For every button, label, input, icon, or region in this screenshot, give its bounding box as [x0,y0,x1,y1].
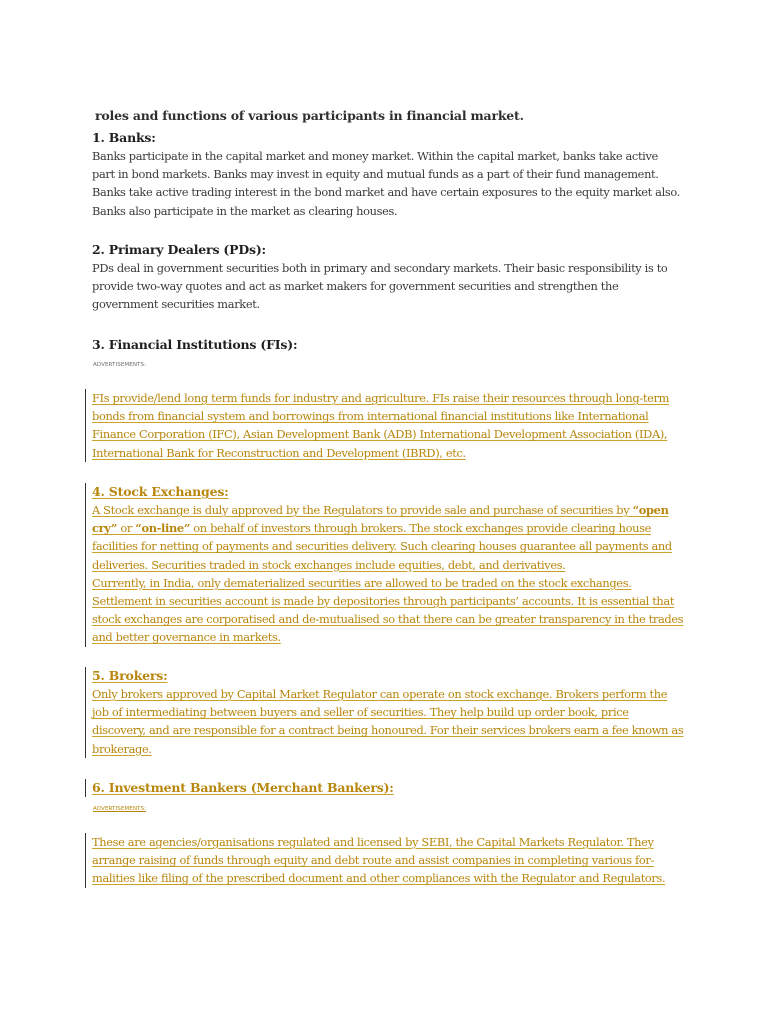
section-financial-institutions-heading [92,336,692,354]
link-line[interactable]: facilities for netting of payments and securities delivery. Such clearing houses guarantee all payments and [92,539,672,554]
paragraph-line: part in bond markets. Banks may invest in equity and mutual funds as a part of their fund management. [92,167,659,182]
link-line[interactable]: Finance Corporation (IFC), Asian Development Bank (ADB) International Development Association (IDA), [92,427,668,442]
link-line[interactable]: arrange raising of funds through equity and debt route and assist companies in completing various for- [92,853,654,868]
section-heading: 1. Banks: [92,130,156,145]
link-line[interactable]: These are agencies/organisations regulated and licensed by SEBI, the Capital Markets Regulator. They [92,835,654,849]
link-line[interactable]: International Bank for Reconstruction and Development (IBRD), etc. [92,445,466,460]
section-financial-institutions-body[interactable] [85,389,692,462]
text-run: or [117,521,136,536]
section-investment-bankers-heading[interactable] [85,779,692,797]
advertisement-label: ADVERTISEMENTS: [93,362,147,368]
paragraph-line: Banks also participate in the market as clearing houses. [92,203,398,218]
paragraph-line: provide two-way quotes and act as market makers for government securities and strengthen the [92,279,619,294]
link-line[interactable]: malities like filing of the prescribed document and other compliances with the Regulator and Regulators. [92,871,666,886]
section-heading: 2. Primary Dealers (PDs): [92,242,266,257]
link-line[interactable]: Currently, in India, only dematerialized securities are allowed to be traded on the stock exchanges. [92,575,632,590]
section-heading-link[interactable]: 6. Investment Bankers (Merchant Bankers): [92,780,394,795]
link-line[interactable]: brokerage. [92,741,152,756]
text-run: A Stock exchange is duly approved by the Regulators to provide sale and purchase of securities by [92,503,633,517]
page-title: roles and functions of various participants in financial market. [95,108,524,123]
section-primary-dealers [92,241,692,314]
section-banks [92,129,692,220]
link-line[interactable]: job of intermediating between buyers and seller of securities. They help build up order book, price [92,705,629,720]
paragraph-line: Banks take active trading interest in the bond market and have certain exposures to the equity market also. [92,185,680,200]
link-line[interactable]: bonds from financial system and borrowings from international financial institutions like International [92,409,649,424]
link-line[interactable]: Only brokers approved by Capital Market Regulator can operate on stock exchange. Brokers perform the [92,687,668,701]
paragraph-line: PDs deal in government securities both in primary and secondary markets. Their basic responsibility is to [92,261,668,275]
section-brokers[interactable] [85,667,692,758]
section-heading-link[interactable]: 4. Stock Exchanges: [92,484,229,499]
advertisement-label[interactable]: ADVERTISEMENTS: [93,806,147,812]
link-line[interactable]: stock exchanges are corporatised and de-mutualised so that there can be greater transparency in the trades [92,612,684,627]
section-heading: 3. Financial Institutions (FIs): [92,337,298,352]
section-stock-exchanges[interactable] [85,483,692,647]
paragraph-line: government securities market. [92,297,260,312]
section-investment-bankers-body[interactable] [85,833,692,888]
paragraph-line: Banks participate in the capital market and money market. Within the capital market, banks take active [92,149,658,163]
link-line[interactable] [92,519,692,537]
link-line[interactable]: FIs provide/lend long term funds for industry and agriculture. FIs raise their resources through long-term [92,391,670,405]
link-line[interactable]: deliveries. Securities traded in stock exchanges include equities, debt, and derivatives. [92,557,566,572]
link-line[interactable]: Settlement in securities account is made by depositories through participants’ accounts. It is essential that [92,594,675,609]
link-line[interactable]: discovery, and are responsible for a contract being honoured. For their services brokers earn a fee known as [92,723,684,738]
section-heading-link[interactable]: 5. Brokers: [92,668,168,683]
link-line[interactable]: and better governance in markets. [92,630,281,645]
link-line[interactable] [92,501,692,519]
bold-term: “on-line” [135,521,191,536]
bold-term: “open [632,503,669,517]
text-run: on behalf of investors through brokers. The stock exchanges provide clearing house [190,521,651,536]
bold-term: cry” [92,521,118,536]
